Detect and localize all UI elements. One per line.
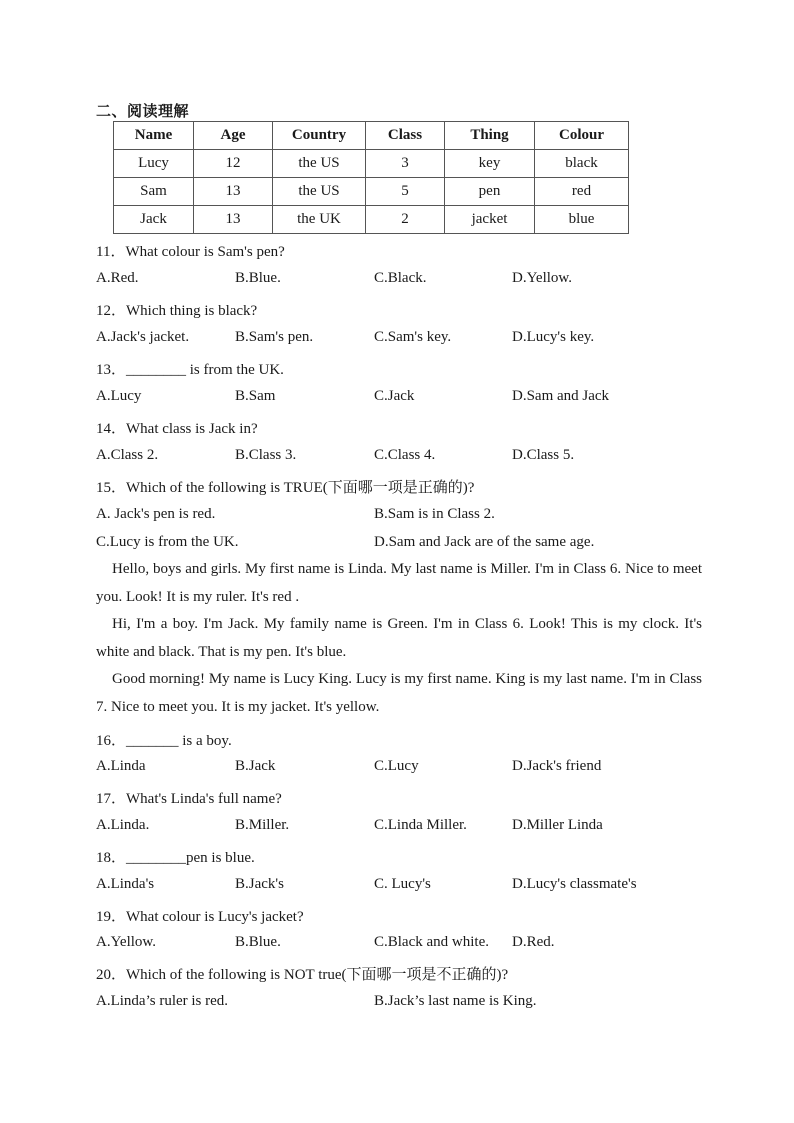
question-20: 20．Which of the following is NOT true(下面哪一项是不正确的)? <box>96 967 509 983</box>
option-18-b[interactable]: B.Jack's <box>235 876 284 892</box>
option-18-c[interactable]: C. Lucy's <box>374 876 431 892</box>
option-15-a[interactable]: A. Jack's pen is red. <box>96 506 216 522</box>
passage-paragraph-3: Good morning! My name is Lucy King. Lucy is my first name. King is my last name. I'm in Class 7. Nice to meet you. It is my jacket. It's yellow. <box>96 671 702 715</box>
question-12: 12．Which thing is black? <box>96 303 258 319</box>
table-row <box>114 178 629 206</box>
passage-paragraph-1: Hello, boys and girls. My first name is Linda. My last name is Miller. I'm in Class 6. Nice to meet you. Look! It is my ruler. It's red . <box>96 561 702 605</box>
option-18-a[interactable]: A.Linda's <box>96 876 155 892</box>
question-11: 11．What colour is Sam's pen? <box>96 244 285 260</box>
table-cell: the US <box>273 178 366 206</box>
option-18-d[interactable]: D.Lucy's classmate's <box>512 876 637 892</box>
option-11-a[interactable]: A.Red. <box>96 270 139 286</box>
table-cell: the UK <box>273 206 366 234</box>
column-header: Thing <box>445 122 535 150</box>
question-15: 15．Which of the following is TRUE(下面哪一项是正确的)? <box>96 480 475 496</box>
option-14-a[interactable]: A.Class 2. <box>96 447 159 463</box>
option-12-b[interactable]: B.Sam's pen. <box>235 329 314 345</box>
option-12-a[interactable]: A.Jack's jacket. <box>96 329 190 345</box>
question-17: 17．What's Linda's full name? <box>96 791 282 807</box>
table-cell: 12 <box>194 150 273 178</box>
option-19-b[interactable]: B.Blue. <box>235 934 281 950</box>
option-12-c[interactable]: C.Sam's key. <box>374 329 452 345</box>
option-17-d[interactable]: D.Miller Linda <box>512 817 603 833</box>
table-cell: jacket <box>445 206 535 234</box>
table-header-row <box>114 122 629 150</box>
option-19-d[interactable]: D.Red. <box>512 934 555 950</box>
option-13-b[interactable]: B.Sam <box>235 388 276 404</box>
table-cell: pen <box>445 178 535 206</box>
table-cell: Lucy <box>114 150 194 178</box>
option-15-b[interactable]: B.Sam is in Class 2. <box>374 506 495 522</box>
passage-paragraph-2: Hi, I'm a boy. I'm Jack. My family name is Green. I'm in Class 6. Look! This is my clock. It's white and black. That is my pen. It's blue. <box>96 616 702 660</box>
table-cell: key <box>445 150 535 178</box>
option-16-c[interactable]: C.Lucy <box>374 758 419 774</box>
table-cell: 5 <box>366 178 445 206</box>
option-17-a[interactable]: A.Linda. <box>96 817 150 833</box>
option-16-b[interactable]: B.Jack <box>235 758 276 774</box>
table-cell: Jack <box>114 206 194 234</box>
option-15-c[interactable]: C.Lucy is from the UK. <box>96 534 239 550</box>
option-11-d[interactable]: D.Yellow. <box>512 270 573 286</box>
question-14: 14．What class is Jack in? <box>96 421 258 437</box>
option-17-c[interactable]: C.Linda Miller. <box>374 817 467 833</box>
table-cell: the US <box>273 150 366 178</box>
option-17-b[interactable]: B.Miller. <box>235 817 290 833</box>
question-18: 18．________pen is blue. <box>96 850 255 866</box>
table-row <box>114 206 629 234</box>
option-15-d[interactable]: D.Sam and Jack are of the same age. <box>374 534 595 550</box>
option-13-a[interactable]: A.Lucy <box>96 388 142 404</box>
option-20-b[interactable]: B.Jack’s last name is King. <box>374 993 537 1009</box>
table-cell: red <box>535 178 629 206</box>
table-row <box>114 150 629 178</box>
table-cell: Sam <box>114 178 194 206</box>
option-20-a[interactable]: A.Linda’s ruler is red. <box>96 993 229 1009</box>
table-cell: 3 <box>366 150 445 178</box>
table-cell: blue <box>535 206 629 234</box>
option-13-d[interactable]: D.Sam and Jack <box>512 388 610 404</box>
option-19-c[interactable]: C.Black and white. <box>374 934 489 950</box>
option-19-a[interactable]: A.Yellow. <box>96 934 157 950</box>
info-table <box>113 121 629 234</box>
option-16-a[interactable]: A.Linda <box>96 758 146 774</box>
column-header: Name <box>114 122 194 150</box>
table-cell: 2 <box>366 206 445 234</box>
table-cell: 13 <box>194 178 273 206</box>
option-16-d[interactable]: D.Jack's friend <box>512 758 602 774</box>
option-11-c[interactable]: C.Black. <box>374 270 427 286</box>
column-header: Class <box>366 122 445 150</box>
column-header: Colour <box>535 122 629 150</box>
option-14-d[interactable]: D.Class 5. <box>512 447 575 463</box>
option-11-b[interactable]: B.Blue. <box>235 270 281 286</box>
table-cell: black <box>535 150 629 178</box>
question-13: 13．________ is from the UK. <box>96 362 284 378</box>
option-12-d[interactable]: D.Lucy's key. <box>512 329 595 345</box>
table-cell: 13 <box>194 206 273 234</box>
column-header: Country <box>273 122 366 150</box>
section-title: 二、阅读理解 <box>96 102 190 120</box>
question-16: 16．_______ is a boy. <box>96 733 232 749</box>
column-header: Age <box>194 122 273 150</box>
option-14-c[interactable]: C.Class 4. <box>374 447 436 463</box>
question-19: 19．What colour is Lucy's jacket? <box>96 909 304 925</box>
option-14-b[interactable]: B.Class 3. <box>235 447 297 463</box>
option-13-c[interactable]: C.Jack <box>374 388 415 404</box>
